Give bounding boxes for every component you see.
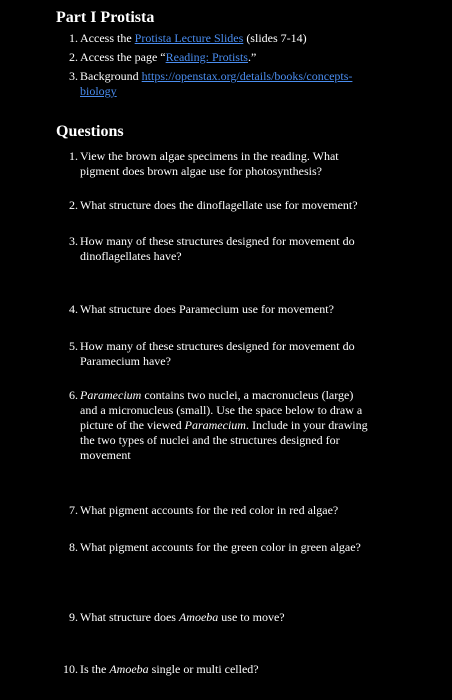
reading-protists-link[interactable]: Reading: Protists [165,50,248,64]
question-7: 7. What pigment accounts for the red color in red algae? [69,503,339,517]
question-6: 6. Paramecium contains two nuclei, a macronucleus (large) and a micronucleus (small). Use the space below to draw a picture of the viewed Paramecium. Include in your drawing the two types of nuclei and the structures designed for movement [69,388,368,462]
part1-item-2: 2. Access the page “Reading: Protists.” [69,50,257,64]
part1-item-1: 1. Access the Protista Lecture Slides (slides 7-14) [69,31,307,45]
question-10: 10. Is the Amoeba single or multi celled? [63,662,259,676]
question-9: 9. What structure does Amoeba use to move? [69,610,285,624]
question-5: 5. How many of these structures designed for movement do Paramecium have? [69,339,355,368]
question-4: 4. What structure does Paramecium use for movement? [69,302,334,316]
question-2: 2. What structure does the dinoflagellate use for movement? [69,198,358,212]
part1-item-3: 3. Background https://openstax.org/details/books/concepts- biology [69,69,353,98]
question-3: 3. How many of these structures designed for movement do dinoflagellates have? [69,234,355,263]
openstax-link-cont[interactable]: biology [80,84,117,98]
part1-title: Part I Protista [56,9,155,26]
protista-slides-link[interactable]: Protista Lecture Slides [134,31,244,45]
openstax-link[interactable]: https://openstax.org/details/books/concepts- [141,69,353,83]
question-8: 8. What pigment accounts for the green color in green algae? [69,540,361,554]
question-1: 1. View the brown algae specimens in the reading. What pigment does brown algae use for photosynthesis? [69,149,339,178]
questions-title: Questions [56,123,124,140]
